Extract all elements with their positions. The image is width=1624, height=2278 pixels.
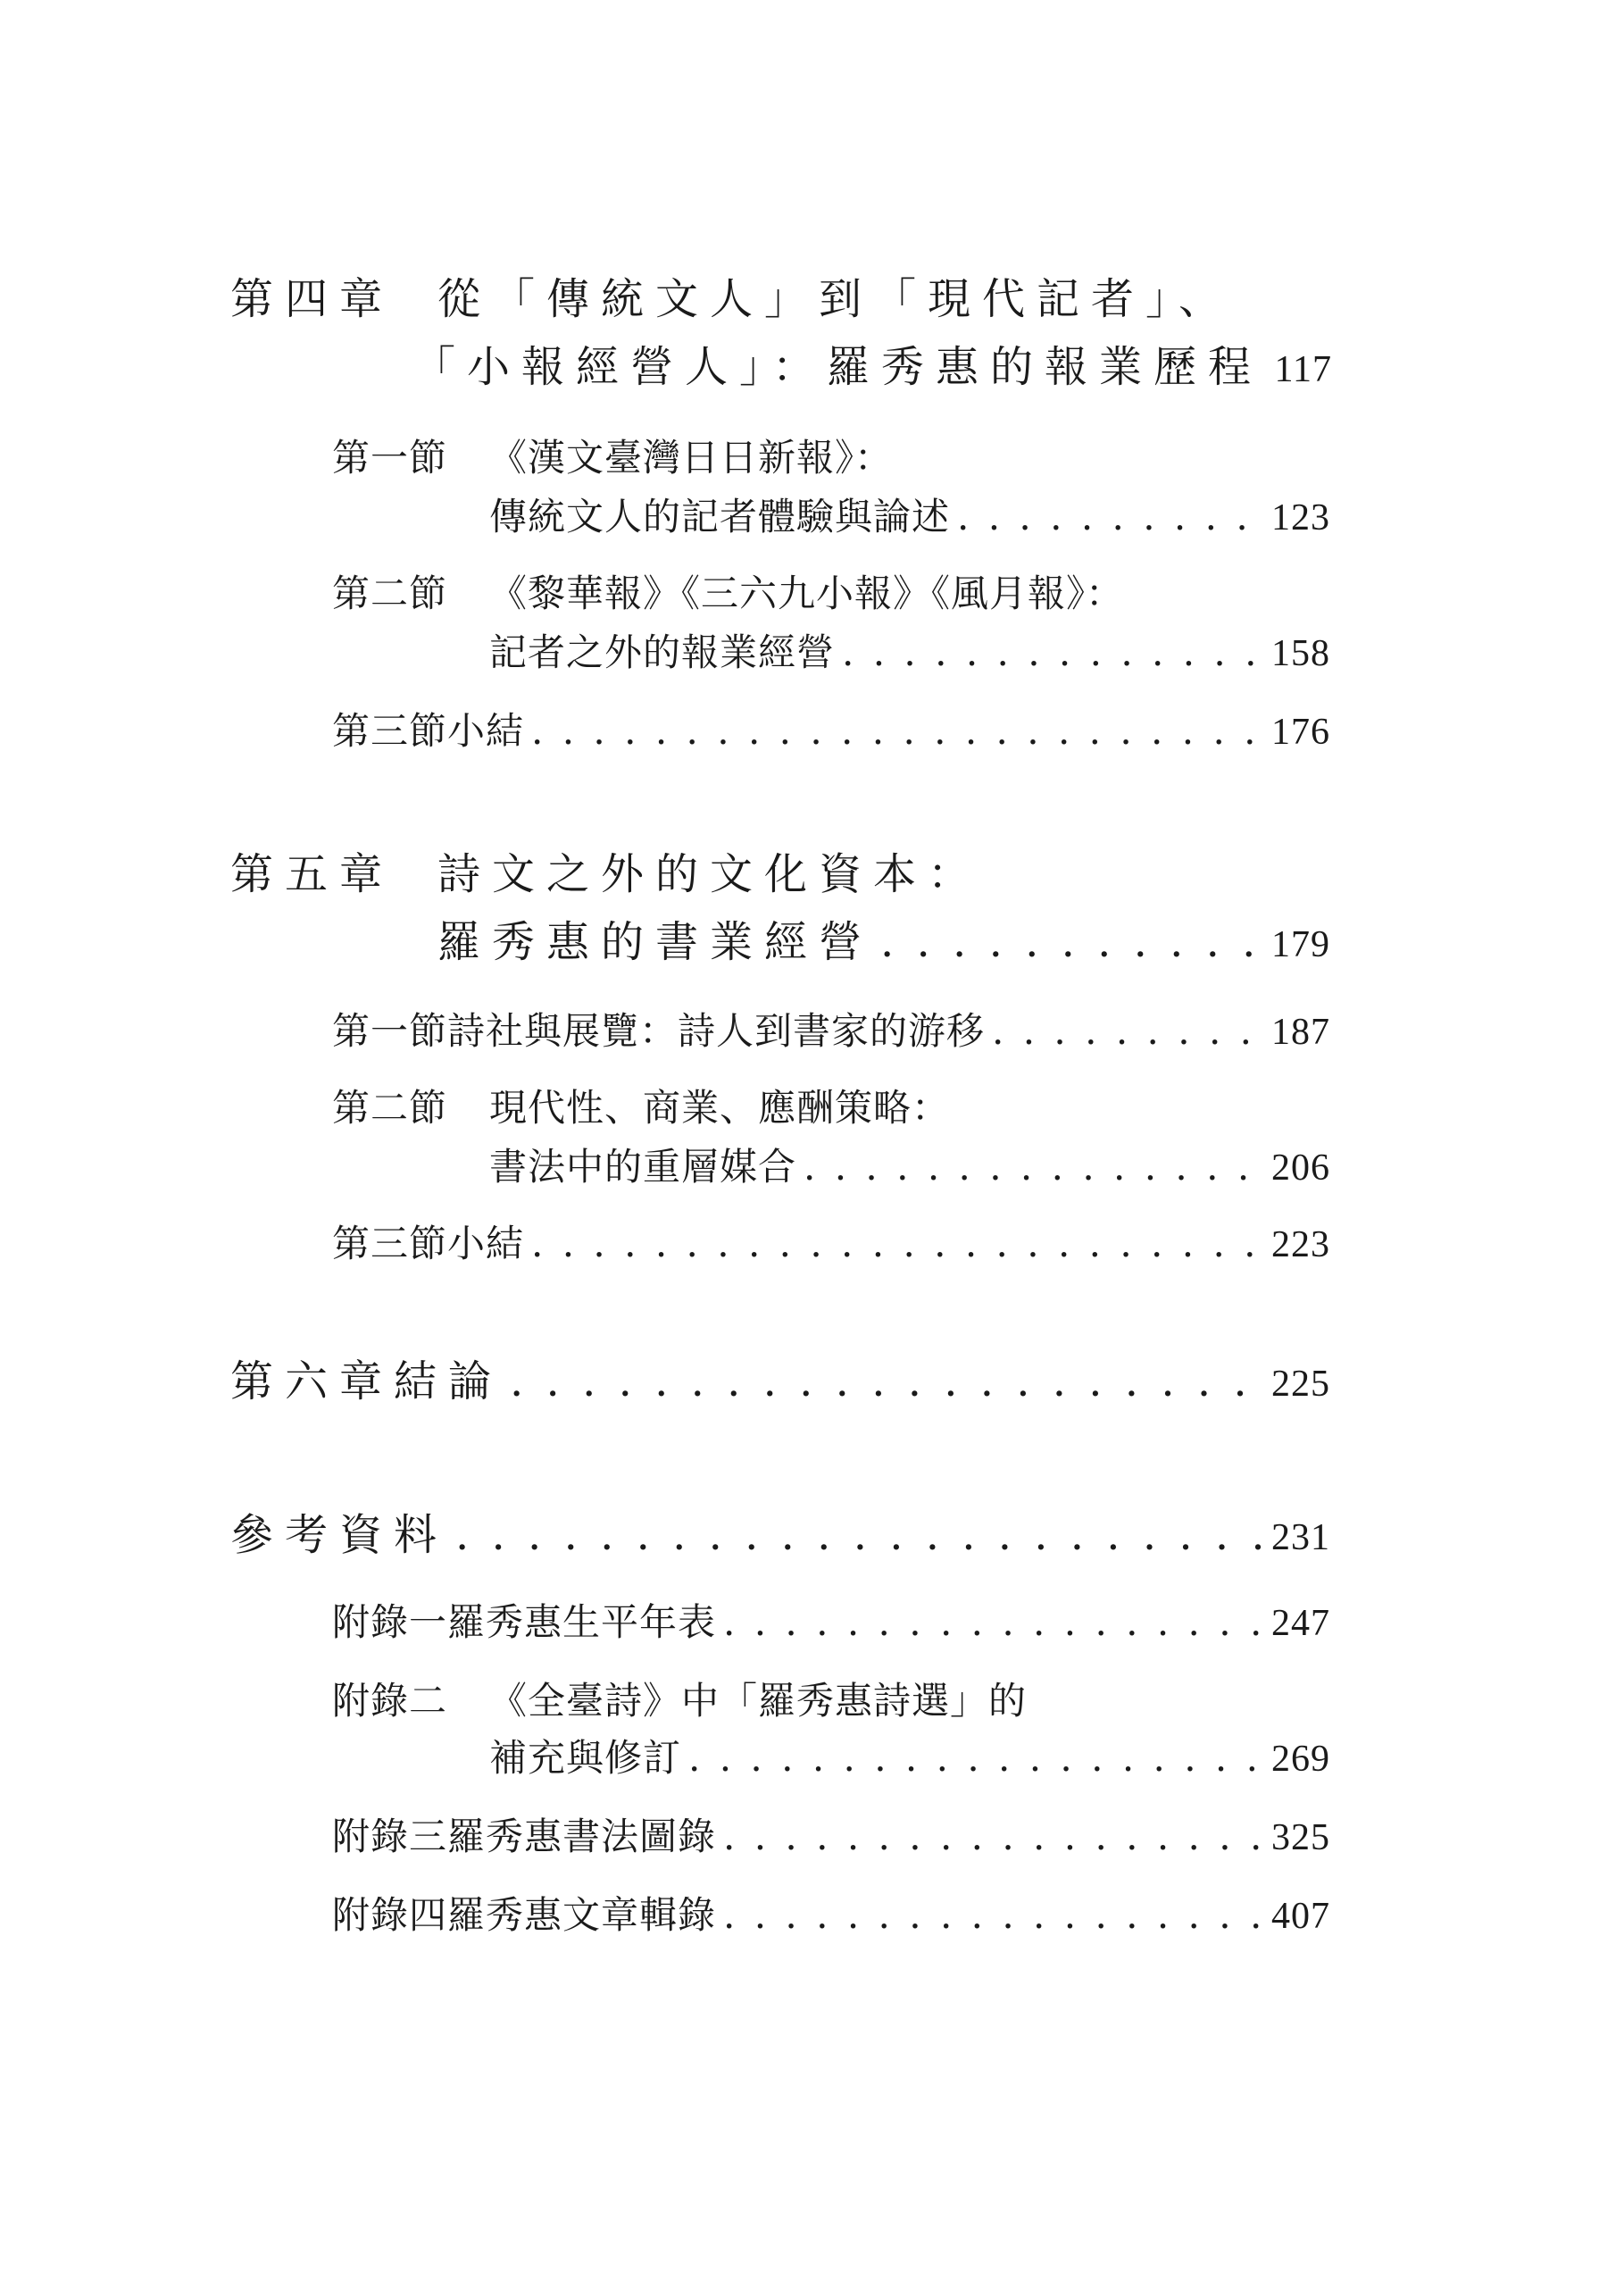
appendix-3 xyxy=(332,1807,1330,1861)
chapter-5-section-2-line2 xyxy=(489,1138,1330,1191)
chapter-4-section-2-line2 xyxy=(489,623,1330,677)
chapter-4-title-line2: 「小報經營人」：羅秀惠的報業歷程 xyxy=(412,342,1263,392)
dot-leader xyxy=(510,1356,1264,1406)
chapter-6-heading xyxy=(230,1347,1330,1408)
dot-leader xyxy=(992,1009,1264,1053)
chapter-5-title-line2: 羅秀惠的書業經營 xyxy=(437,917,874,967)
references-page: 231 xyxy=(1271,1517,1330,1558)
appendix-label: 附錄三 xyxy=(332,1815,448,1858)
appendix-4 xyxy=(332,1886,1330,1940)
chapter-6-title: 結論 xyxy=(394,1356,504,1406)
section-title: 《漢文臺灣日日新報》： xyxy=(489,436,894,480)
chapter-6-label: 第六章 xyxy=(230,1356,395,1406)
section-title-continued: 記者之外的報業經營 xyxy=(489,630,836,674)
chapter-5-page: 179 xyxy=(1271,924,1330,965)
appendix-page: 247 xyxy=(1271,1603,1330,1644)
section-page: 176 xyxy=(1271,712,1330,753)
section-page: 123 xyxy=(1271,497,1330,538)
appendix-page: 269 xyxy=(1271,1739,1330,1780)
dot-leader xyxy=(531,709,1264,753)
dot-leader xyxy=(723,1893,1264,1937)
dot-leader xyxy=(531,1222,1264,1265)
appendix-1 xyxy=(332,1593,1330,1647)
appendix-title: 羅秀惠生平年表 xyxy=(447,1600,717,1644)
section-page: 158 xyxy=(1271,633,1330,674)
section-title-continued: 傳統文人的記者體驗與論述 xyxy=(489,495,951,538)
section-title-continued: 書法中的重層媒合 xyxy=(489,1145,797,1189)
appendix-page: 325 xyxy=(1271,1817,1330,1858)
dot-leader xyxy=(723,1600,1264,1644)
chapter-4-section-3 xyxy=(332,702,1330,755)
section-page: 223 xyxy=(1271,1224,1330,1265)
section-label: 第二節 xyxy=(332,572,448,615)
chapter-5-section-2-line1 xyxy=(332,1079,950,1132)
chapter-4-heading xyxy=(230,264,1328,326)
appendix-title: 羅秀惠文章輯錄 xyxy=(447,1893,717,1937)
section-title: 《黎華報》《三六九小報》《風月報》： xyxy=(489,572,1125,615)
chapter-5-heading-line2 xyxy=(437,907,1330,969)
references-label: 參考資料 xyxy=(230,1510,449,1560)
chapter-4-label: 第四章 xyxy=(230,274,395,324)
section-title: 小結 xyxy=(447,1222,525,1265)
section-label: 第一節 xyxy=(332,1009,448,1053)
dot-leader xyxy=(455,1510,1264,1560)
appendix-label: 附錄一 xyxy=(332,1600,448,1644)
section-label: 第三節 xyxy=(332,709,448,753)
dot-leader xyxy=(842,630,1264,674)
chapter-4-section-2-line1 xyxy=(332,564,1124,618)
dot-leader xyxy=(688,1736,1264,1780)
appendix-title: 羅秀惠書法圖錄 xyxy=(447,1815,717,1858)
dot-leader xyxy=(957,495,1264,538)
chapter-5-title-line1: 詩文之外的文化資本： xyxy=(437,849,983,899)
chapter-4-page: 117 xyxy=(1274,349,1332,390)
chapter-5-section-1 xyxy=(332,1002,1330,1056)
section-label: 第一節 xyxy=(332,436,448,480)
appendix-label: 附錄二 xyxy=(332,1679,448,1723)
appendix-2-line2 xyxy=(489,1729,1330,1782)
chapter-4-section-1-line1 xyxy=(332,429,893,482)
appendix-2-line1 xyxy=(332,1672,1027,1725)
references-heading xyxy=(230,1500,1330,1562)
chapter-6-page: 225 xyxy=(1271,1364,1330,1405)
section-title: 詩社與展覽：詩人到書家的游移 xyxy=(447,1009,986,1053)
section-title: 現代性、商業、應酬策略： xyxy=(489,1086,951,1130)
section-label: 第三節 xyxy=(332,1222,448,1265)
chapter-5-label: 第五章 xyxy=(230,849,395,899)
section-label: 第二節 xyxy=(332,1086,448,1130)
appendix-title-continued: 補充與修訂 xyxy=(489,1736,682,1780)
chapter-4-title-line1: 從「傳統文人」到「現代記者」、 xyxy=(437,274,1234,324)
appendix-page: 407 xyxy=(1271,1896,1330,1937)
section-title: 小結 xyxy=(447,709,525,753)
section-page: 206 xyxy=(1271,1147,1330,1189)
appendix-label: 附錄四 xyxy=(332,1893,448,1937)
chapter-4-section-1-line2 xyxy=(489,488,1330,541)
chapter-5-heading xyxy=(230,839,982,901)
chapter-5-section-3 xyxy=(332,1214,1330,1268)
section-page: 187 xyxy=(1271,1012,1330,1053)
chapter-4-heading-line2 xyxy=(412,332,1332,394)
dot-leader xyxy=(804,1145,1264,1189)
dot-leader xyxy=(880,917,1264,967)
appendix-title: 《全臺詩》中「羅秀惠詩選」的 xyxy=(489,1679,1028,1723)
dot-leader xyxy=(723,1815,1264,1858)
